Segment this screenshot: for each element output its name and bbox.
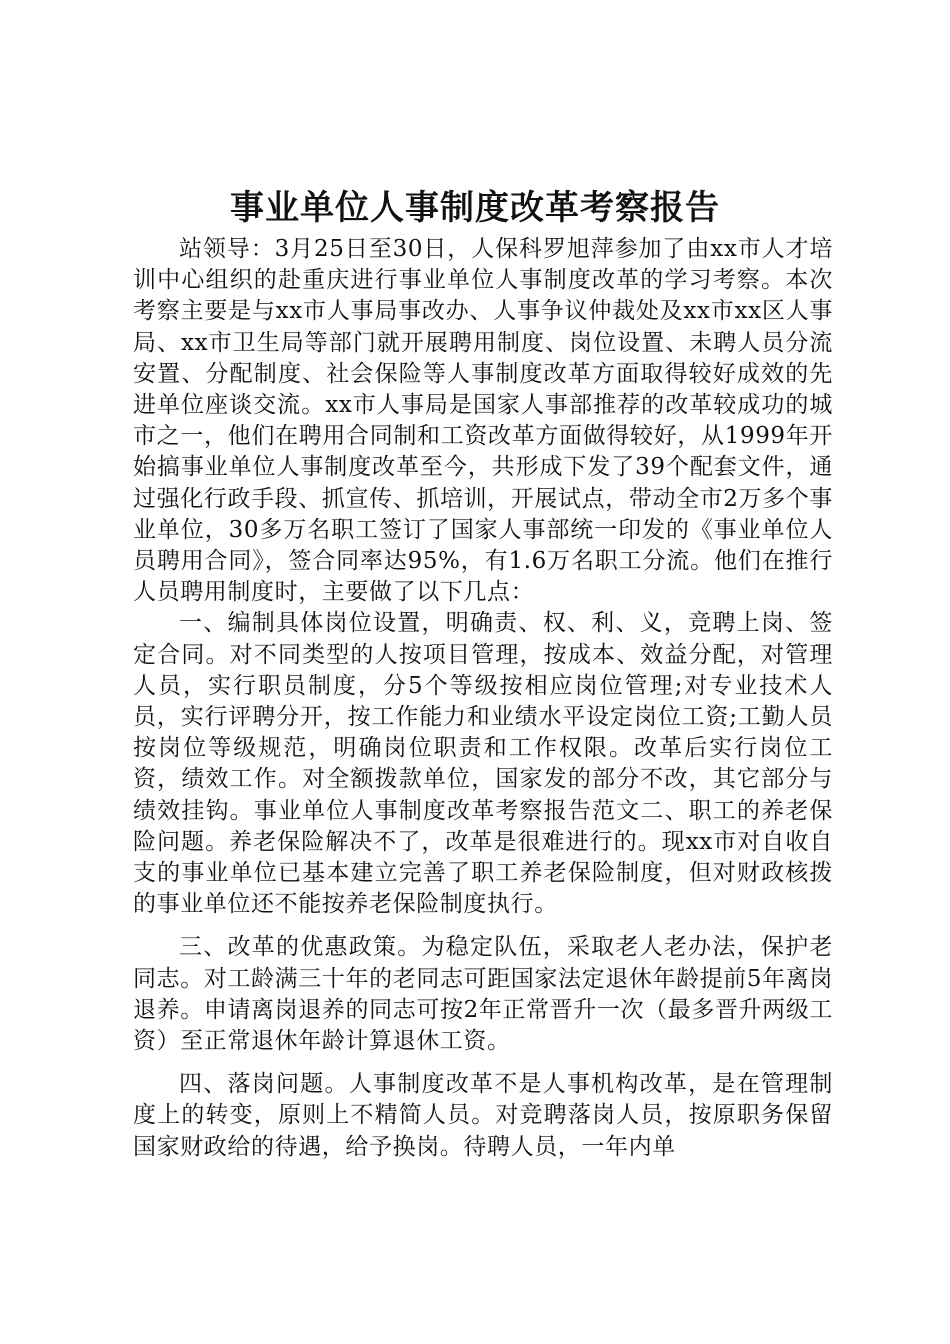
document-title: 事业单位人事制度改革考察报告: [230, 188, 720, 228]
paragraph-point-one: 一、编制具体岗位设置，明确责、权、利、义，竞聘上岗、签定合同。对不同类型的人按项目管理，按成本、效益分配，对管理人员，实行职员制度，分5个等级按相应岗位管理;对专业技术人员，实行评聘分开，按工作能力和业绩水平设定岗位工资;工勤人员按岗位等级规范，明确岗位职责和工作权限。改革后实行岗位工资，绩效工作。对全额拨款单位，国家发的部分不改，其它部分与绩效挂钩。事业单位人事制度改革考察报告范文二、职工的养老保险问题。养老保险解决不了，改革是很难进行的。现xx市对自收自支的事业单位已基本建立完善了职工养老保险制度，但对财政核拨的事业单位还不能按养老保险制度执行。: [133, 610, 833, 918]
paragraph-point-three: 三、改革的优惠政策。为稳定队伍，采取老人老办法，保护老同志。对工龄满三十年的老同志可距国家法定退休年龄提前5年离岗退养。申请离岗退养的同志可按2年正常晋升一次（最多晋升两级工资）至正常退休年龄计算退休工资。: [133, 934, 833, 1055]
paragraph-intro: 站领导：3月25日至30日，人保科罗旭萍参加了由xx市人才培训中心组织的赴重庆进行事业单位人事制度改革的学习考察。本次考察主要是与xx市人事局事改办、人事争议仲裁处及xx市xx区人事局、xx市卫生局等部门就开展聘用制度、岗位设置、未聘人员分流安置、分配制度、社会保险等人事制度改革方面取得较好成效的先进单位座谈交流。xx市人事局是国家人事部推荐的改革较成功的城市之一，他们在聘用合同制和工资改革方面做得较好，从1999年开始搞事业单位人事制度改革至今，共形成下发了39个配套文件，通过强化行政手段、抓宣传、抓培训，开展试点，带动全市2万多个事业单位，30多万名职工签订了国家人事部统一印发的《事业单位人员聘用合同》，签合同率达95%，有1.6万名职工分流。他们在推行人员聘用制度时，主要做了以下几点：: [133, 236, 833, 606]
document-body: [133, 234, 833, 1163]
paragraph-point-four: 四、落岗问题。人事制度改革不是人事机构改革，是在管理制度上的转变，原则上不精简人员。对竞聘落岗人员，按原职务保留国家财政给的待遇，给予换岗。待聘人员，一年内单: [133, 1071, 833, 1160]
